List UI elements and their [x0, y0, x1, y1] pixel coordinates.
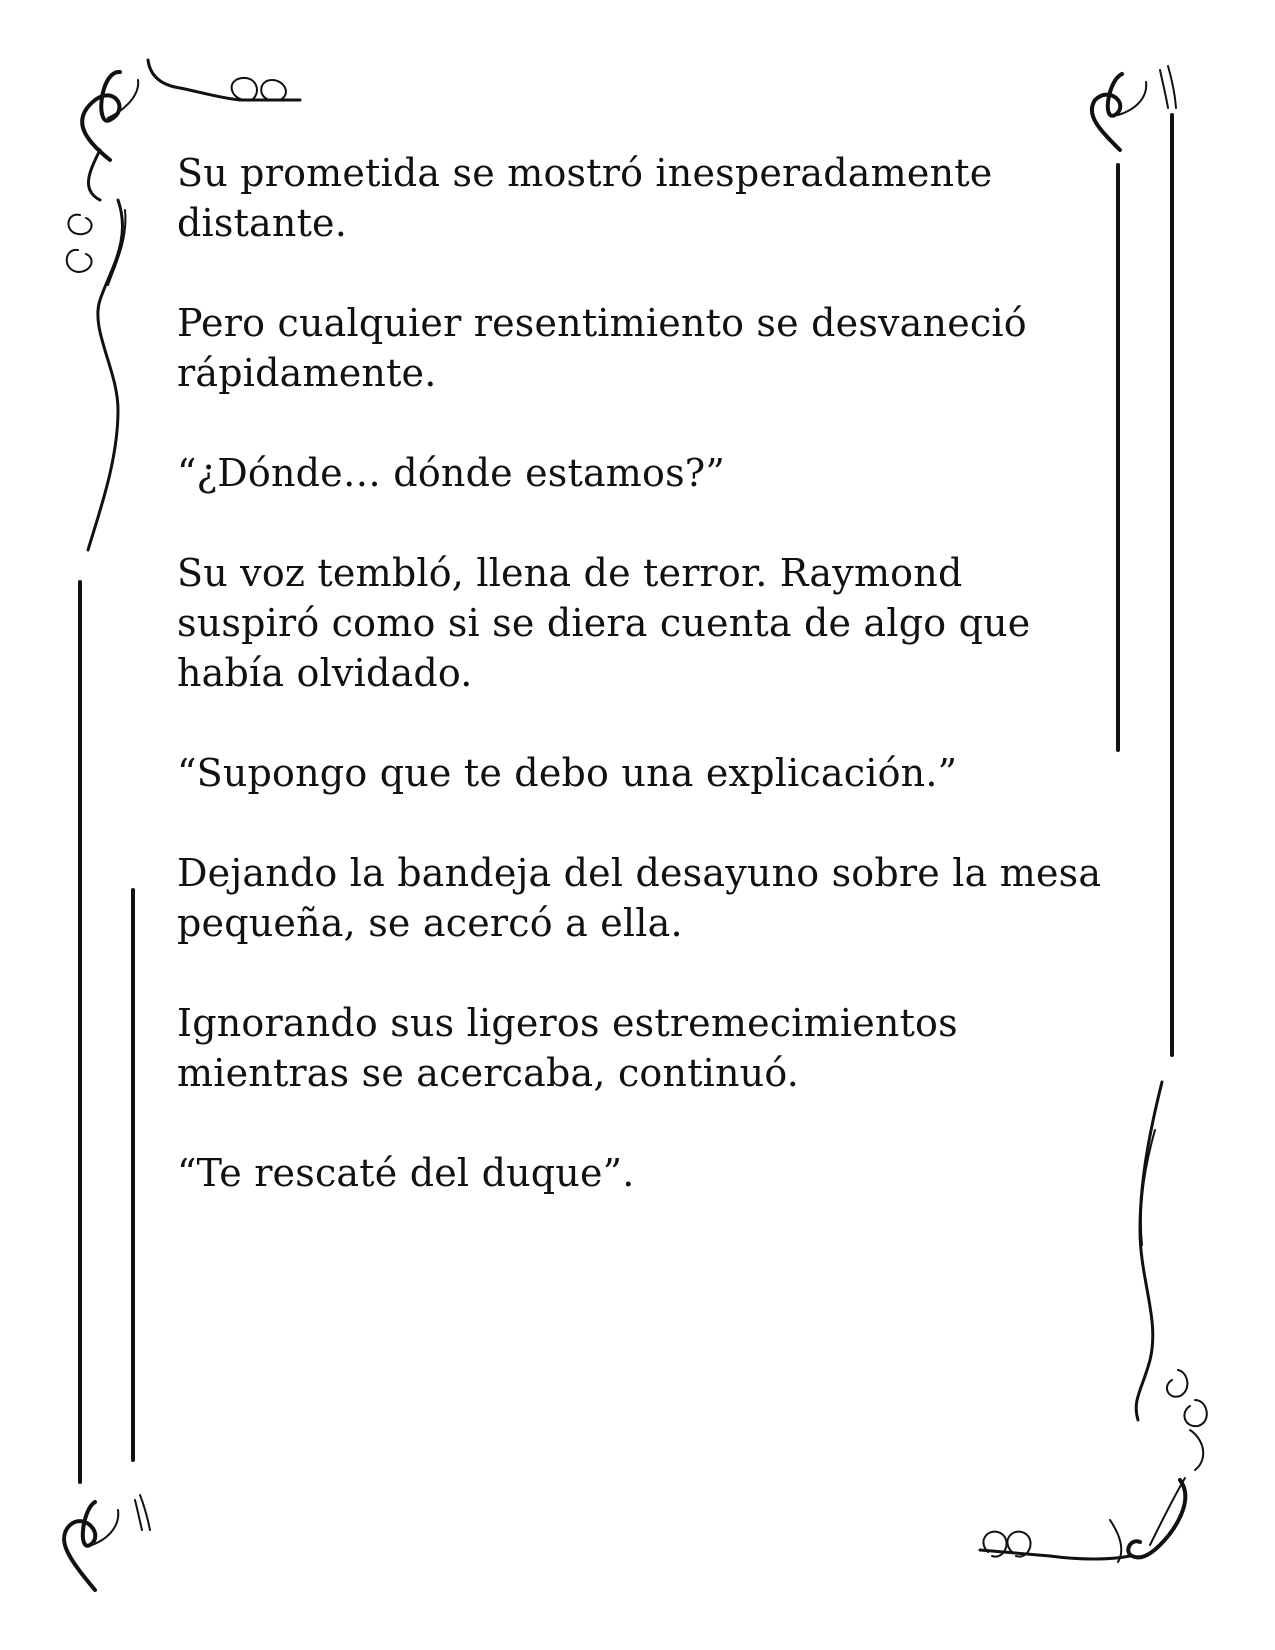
- bottom-left-flourish-icon: [64, 1495, 150, 1590]
- text-line: “¿Dónde… dónde estamos?”: [177, 451, 726, 495]
- paragraph: [177, 548, 1107, 698]
- text-line: rápidamente.: [177, 351, 437, 395]
- text-line: distante.: [177, 201, 348, 245]
- top-right-flourish-icon: [1092, 66, 1176, 150]
- paragraph: [177, 1148, 1107, 1198]
- paragraph: [177, 748, 1107, 798]
- text-line: Ignorando sus ligeros estremecimientos: [177, 1001, 958, 1045]
- paragraph: [177, 148, 1107, 248]
- text-line: Su prometida se mostró inesperadamente: [177, 151, 993, 195]
- text-line: Pero cualquier resentimiento se desvaneció: [177, 301, 1027, 345]
- page-body: [177, 148, 1107, 1248]
- paragraph: [177, 998, 1107, 1098]
- text-line: mientras se acercaba, continuó.: [177, 1051, 800, 1095]
- text-line: Dejando la bandeja del desayuno sobre la mesa: [177, 851, 1102, 895]
- text-line: había olvidado.: [177, 651, 473, 695]
- paragraph: [177, 848, 1107, 948]
- text-line: Su voz tembló, llena de terror. Raymond: [177, 551, 963, 595]
- paragraph: [177, 298, 1107, 398]
- text-line: “Te rescaté del duque”.: [177, 1151, 635, 1195]
- text-line: pequeña, se acercó a ella.: [177, 901, 683, 945]
- text-line: “Supongo que te debo una explicación.”: [177, 751, 958, 795]
- text-line: suspiró como si se diera cuenta de algo que: [177, 601, 1031, 645]
- paragraph: [177, 448, 1107, 498]
